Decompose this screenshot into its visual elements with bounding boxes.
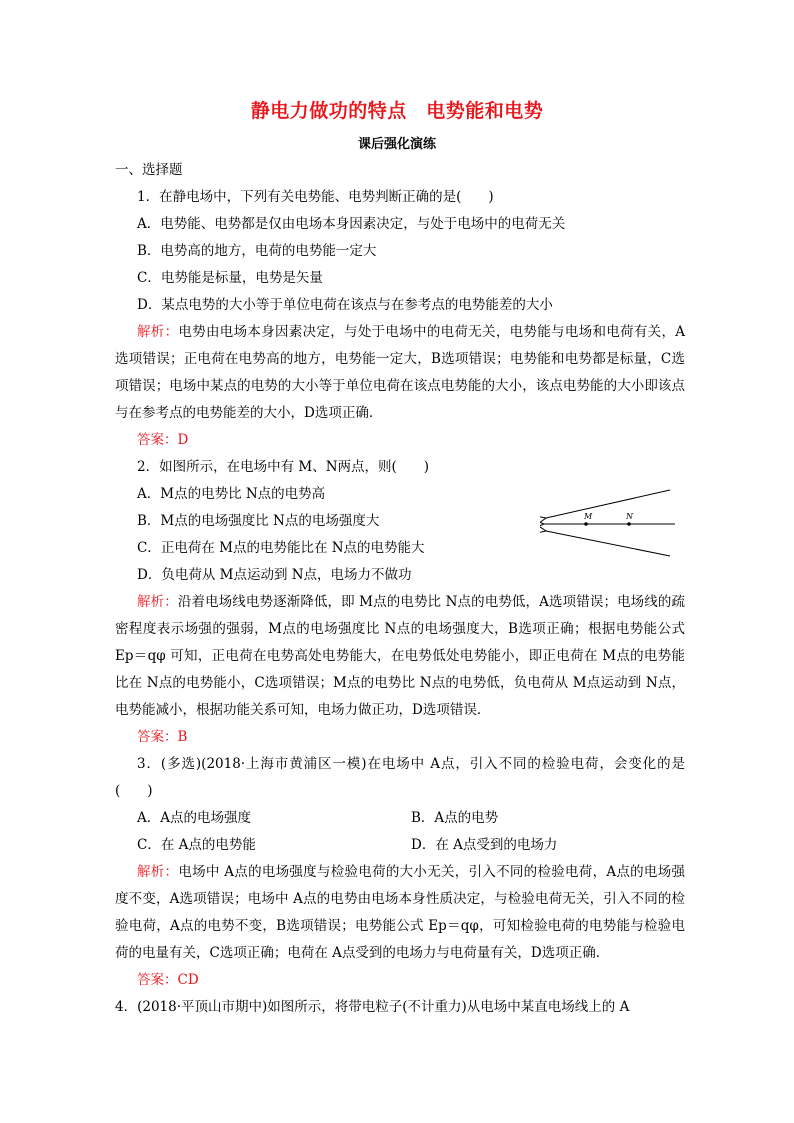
q1-option-b: B．电势高的地方，电荷的电势能一定大 [137,243,377,259]
analysis-label: 解析： [137,864,179,880]
analysis-label: 解析： [137,324,179,340]
point-m [584,522,588,526]
q2-option-c: C．正电荷在 M点的电势能比在 N点的电势能大 [137,540,425,556]
q3-option-b: B．A点的电势 [411,810,499,826]
analysis-label: 解析： [137,594,178,610]
q2-option-b: B．M点的电场强度比 N点的电场强度大 [137,513,380,529]
q1-analysis [115,319,685,427]
label-n: N [626,512,633,521]
q3-options-row-2 [115,832,685,859]
field-line-top [546,490,670,518]
section-heading: 一、选择题 [115,162,183,178]
q1-answer: 答案：D [137,432,189,448]
q2-analysis [115,589,685,724]
electric-field-diagram [540,484,680,559]
q3-answer: 答案：CD [137,972,199,988]
q3-option-c: C．在 A点的电势能 [137,837,256,853]
document-body [115,157,685,1021]
q2-option-d: D．负电荷从 M点运动到 N点，电场力不做功 [137,567,412,583]
q3-analysis [115,859,685,967]
q1-option-c: C．电势能是标量，电势是矢量 [137,270,323,286]
q2-stem: 2．如图所示，在电场中有 M、N两点，则( ) [137,459,430,475]
q3-option-a: A．A点的电场强度 [137,810,251,826]
q4-stem: 4．(2018·平顶山市期中)如图所示，将带电粒子(不计重力)从电场中某直电场线上的 A [115,999,630,1015]
q1-option-a: A．电势能、电势都是仅由电场本身因素决定，与处于电场中的电荷无关 [137,216,566,232]
field-line-bottom [546,531,670,556]
q2-analysis-text: 沿着电场线电势逐渐降低，即 M点的电势比 N点的电势低，A选项错误；电场线的疏密程度表示场强的强弱，M点的电场强度比 N点的电场强度大，B选项正确；根据电势能公式 Ep＝qφ 可知，正电荷在电势高处电势能大，在电势低处电势能小，即正电荷在 M点的电势能比在 N点的电势能小，C选项错误；M点的电势比 N点的电势低，负电荷从 M点运动到 N点，电势能减小，根据功能关系可知，电场力做正功，D选项错误． [115,594,686,718]
q1-stem: 1．在静电场中，下列有关电势能、电势判断正确的是( ) [137,189,494,205]
q1-option-d: D．某点电势的大小等于单位电荷在该点与在参考点的电势能差的大小 [137,297,553,313]
q2-answer: 答案：B [137,729,188,745]
q2-option-a: A．M点的电势比 N点的电势高 [137,486,326,502]
label-m: M [584,512,593,521]
q3-options-row-1 [115,805,685,832]
q3-option-d: D．在 A点受到的电场力 [411,837,558,853]
page-title: 静电力做功的特点 电势能和电势 [250,100,544,122]
q3-stem: 3．(多选)(2018·上海市黄浦区一模)在电场中 A点，引入不同的检验电荷，会变化的是( ) [115,756,685,799]
page-subtitle: 课后强化演练 [357,137,436,152]
q3-analysis-text: 电场中 A点的电场强度与检验电荷的大小无关，引入不同的检验电荷，A点的电场强度不变，A选项错误；电场中 A点的电势由电场本身性质决定，与检验电荷无关，引入不同的检验电荷，A点的电势不变，B选项错误；电势能公式 Ep＝qφ，可知检验电荷的电势能与检验电荷的电量有关，C选项正确；电荷在 A点受到的电场力与电荷量有关，D选项正确． [115,864,685,961]
point-n [627,522,631,526]
q1-analysis-text: 电势由电场本身因素决定，与处于电场中的电荷无关，电势能与电场和电荷有关，A选项错误；正电荷在电势高的地方，电势能一定大，B选项错误；电势能和电势都是标量，C选项错误；电场中某点的电势的大小等于单位电荷在该点电势能的大小，该点电势能的大小即该点与在参考点的电势能差的大小，D选项正确． [115,324,686,421]
